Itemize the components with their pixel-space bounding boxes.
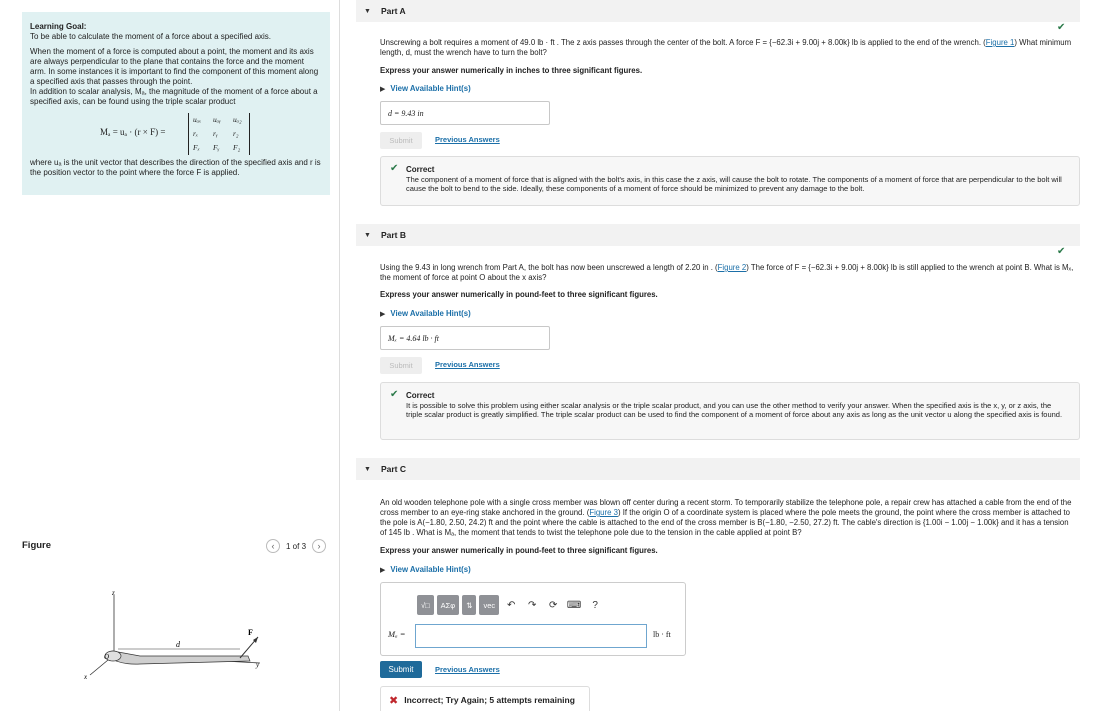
figure-3-link[interactable]: Figure 3 [589, 508, 618, 517]
part-a-header[interactable] [356, 0, 1080, 22]
collapse-icon: ▼ [364, 231, 371, 239]
x-label: x [84, 673, 88, 681]
symbols-button[interactable]: AΣφ [437, 595, 460, 615]
math-answer-editor [380, 582, 686, 656]
subscript-button[interactable]: ⇅ [462, 595, 476, 615]
part-a-title: Part A [380, 6, 406, 16]
part-c-units: lb · ft [653, 630, 671, 639]
part-b-feedback-text: It is possible to solve this problem using either scalar analysis or the triple scalar product, and you can use the other method to verify your answer. When the specified axis is the x, y, or z axis, the triple scalar product is greatly simplified. The triple scalar product can be used to find the component of a moment of force about any axis as long as the unit vector u along the specified axis is found. [406, 400, 1063, 419]
part-b-feedback-title: Correct [406, 391, 435, 400]
correct-icon: ✔ [390, 389, 399, 400]
part-a-question-text: Unscrewing a bolt requires a moment of 49.0 lb · ft . The z axis passes through the center of the bolt. A force F = {−62.3i + 9.00j + 8.00k} lb is applied to the end of the wrench. [380, 38, 982, 47]
part-a-hints-link[interactable] [380, 84, 471, 93]
y-label: y [256, 661, 260, 669]
part-c-hints-label: View Available Hint(s) [390, 565, 471, 574]
part-a-answer-value: d = 9.43 in [388, 108, 424, 118]
d-label: d [176, 640, 180, 649]
part-b-hints-link[interactable] [380, 309, 471, 318]
part-a-question: Unscrewing a bolt requires a moment of 49.0 lb · ft . The z axis passes through the center of the bolt. A force F = {−62.3i + 9.00j + 8.00k} lb is applied to the end of the wrench. (Figure 1) What minimum length, d, must the wrench have to turn the bolt? [380, 38, 1072, 57]
part-b-complete-icon: ✔ [1057, 246, 1066, 257]
matrix-cell: uₐₓ [193, 115, 202, 124]
part-a-feedback [380, 156, 1080, 206]
learning-goal-paragraph: When the moment of a force is computed about a point, the moment and its axis are always perpendicular to the plane that contains the force and the moment arm. In some instances it is important to find the component of this moment along a specified axis that passes through the point. [30, 47, 319, 86]
wrench-shape [108, 651, 250, 664]
part-a-feedback-title: Correct [406, 165, 435, 174]
part-c-answer-label: Mₐ = [388, 629, 406, 639]
matrix-cell: r₂ [233, 129, 239, 138]
redo-icon[interactable]: ↷ [527, 599, 537, 611]
part-c-question-text: An old wooden telephone pole with a single cross member was blown off center during a recent storm. To temporarily stabilize the telephone pole, a repair crew has attached a cable from the end of the cross member to an eye-ring stake anchored in the ground. [380, 498, 1072, 517]
expand-icon: ▶ [380, 567, 386, 574]
matrix-cell: uₐ₂ [233, 115, 242, 124]
part-c-header[interactable] [356, 458, 1080, 480]
reset-icon[interactable]: ⟳ [548, 599, 558, 611]
figure-1-link[interactable]: Figure 1 [985, 38, 1015, 47]
learning-goal-box [22, 12, 330, 195]
part-b-header[interactable] [356, 224, 1080, 246]
part-c-feedback [380, 686, 590, 711]
collapse-icon: ▼ [364, 7, 371, 15]
help-icon[interactable]: ? [592, 599, 598, 611]
part-b-submit-button[interactable]: Submit [380, 357, 422, 374]
part-b-previous-answers-link[interactable]: Previous Answers [435, 360, 500, 369]
correct-icon: ✔ [390, 163, 399, 174]
keyboard-icon[interactable]: ⌨ [566, 599, 582, 611]
math-toolbar [417, 595, 604, 615]
matrix-cell: uₐᵧ [213, 115, 221, 124]
matrix-cell: Fᵧ [213, 143, 220, 152]
column-divider [339, 0, 340, 711]
part-b-instruction: Express your answer numerically in pound-feet to three significant figures. [380, 290, 658, 299]
part-b-answer-value: Mₓ = 4.64 lb · ft [388, 333, 440, 343]
part-c-submit-button[interactable]: Submit [380, 661, 422, 678]
part-c-hints-link[interactable] [380, 565, 471, 574]
expand-icon: ▶ [380, 86, 386, 93]
collapse-icon: ▼ [364, 465, 371, 473]
part-b-answer-field[interactable] [380, 326, 550, 350]
incorrect-icon: ✖ [389, 694, 399, 707]
part-c-answer-input[interactable] [415, 624, 647, 648]
next-figure-button[interactable]: › [312, 539, 326, 553]
learning-goal-paragraph: In addition to scalar analysis, Mₐ, the magnitude of the moment of a force about a specified axis, can be found using the triple scalar product [30, 87, 318, 106]
part-c-question-text: If the origin O of a coordinate system is placed where the pole meets the ground, the point where the cross member is attached to the pole is A(−1.80, 2.50, 24.2) ft and the point where the cable is attached to the end of the cross member is B(−1.80, −2.50, 27.2) ft. The cable's direction is {1.00i − 1.00j − 1.00k} and it has a tension of 145 lb . What is Mₐ, the moment that tends to twist the telephone pole due to the tension in the cable applied at point B? [380, 508, 1070, 537]
templates-button[interactable]: √□ [417, 595, 434, 615]
part-c-previous-answers-link[interactable]: Previous Answers [435, 665, 500, 674]
matrix-cell: rᵧ [213, 129, 218, 138]
figure-heading: Figure [22, 540, 52, 551]
part-c-question: An old wooden telephone pole with a single cross member was blown off center during a recent storm. To temporarily stabilize the telephone pole, a repair crew has attached a cable from the end of the cross member to an eye-ring stake anchored in the ground. (Figure 3) If the origin O of a coordinate system is placed where the pole meets the ground, the point where the cross member is attached to the pole is A(−1.80, 2.50, 24.2) ft and the point where the cable is attached to the end of the cross member is B(−1.80, −2.50, 27.2) ft. The cable's direction is {1.00i − 1.00j − 1.00k} and it has a tension of 145 lb . What is Mₐ, the moment that tends to twist the telephone pole due to the tension in the cable applied at point B? [380, 498, 1072, 537]
matrix-cell: rₓ [193, 129, 199, 138]
part-a-question-text: What minimum length, d, must the wrench have to turn the bolt? [380, 38, 1072, 57]
figure-2-link[interactable]: Figure 2 [717, 263, 747, 272]
figure-page-indicator: 1 of 3 [286, 541, 307, 551]
z-label: z [112, 589, 115, 597]
matrix-cell: Fₓ [193, 143, 200, 152]
part-c-feedback-text: Incorrect; Try Again; 5 attempts remaining [404, 695, 575, 705]
part-a-previous-answers-link[interactable]: Previous Answers [435, 135, 500, 144]
part-b-question-text: The force of F = {−62.3i + 9.00j + 8.00k} lb is still applied to the wrench at point B. What is Mₓ, the moment of force at point O about the x axis? [380, 263, 1074, 282]
part-c-title: Part C [380, 464, 406, 474]
F-label: F [248, 628, 253, 637]
formula-lhs: Mₐ = uₐ · (r × F) = [100, 127, 166, 137]
part-b-title: Part B [380, 230, 406, 240]
part-a-feedback-text: The component of a moment of force that is aligned with the bolt's axis, in this case the z axis, will cause the bolt to rotate. The components of a moment of force that are perpendicular to the bolt will cause the bolt to bend to the side. Ideally, these components of a moment of force should be minimized to prevent any damage to the bolt. [406, 174, 1062, 193]
expand-icon: ▶ [380, 311, 386, 318]
formula-matrix [188, 113, 250, 155]
wrench-figure [80, 585, 280, 685]
triple-scalar-formula [30, 112, 322, 156]
part-b-feedback [380, 382, 1080, 440]
part-b-question-text: Using the 9.43 in long wrench from Part A, the bolt has now been unscrewed a length of 2.20 in . [380, 263, 713, 272]
learning-goal-title: Learning Goal: [30, 22, 87, 31]
undo-icon[interactable]: ↶ [506, 599, 516, 611]
part-a-instruction: Express your answer numerically in inches to three significant figures. [380, 66, 643, 75]
learning-goal-text: To be able to calculate the moment of a force about a specified axis. [30, 32, 272, 41]
vector-button[interactable]: vec [479, 595, 499, 615]
O-label: O [104, 653, 110, 661]
part-c-instruction: Express your answer numerically in pound-feet to three significant figures. [380, 546, 658, 555]
part-a-answer-field[interactable] [380, 101, 550, 125]
part-a-complete-icon: ✔ [1057, 22, 1066, 33]
part-a-submit-button[interactable]: Submit [380, 132, 422, 149]
prev-figure-button[interactable]: ‹ [266, 539, 280, 553]
matrix-cell: F₂ [233, 143, 241, 152]
learning-goal-paragraph: where uₐ is the unit vector that describes the direction of the specified axis and r is the position vector to the point where the force F is applied. [30, 158, 321, 177]
part-b-question: Using the 9.43 in long wrench from Part A, the bolt has now been unscrewed a length of 2.20 in . (Figure 2) The force of F = {−62.3i + 9.00j + 8.00k} lb is still applied to the wrench at point B. What is Mₓ, the moment of force at point O about the x axis? [380, 263, 1074, 282]
part-a-hints-label: View Available Hint(s) [390, 84, 471, 93]
figure-pager [266, 539, 326, 553]
part-b-hints-label: View Available Hint(s) [390, 309, 471, 318]
